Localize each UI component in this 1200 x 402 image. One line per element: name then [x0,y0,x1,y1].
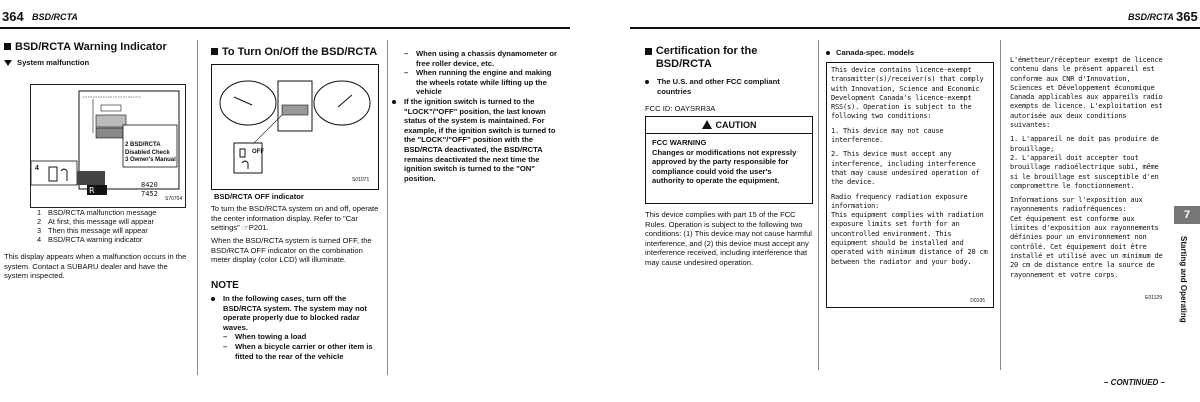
figure-legend [30,208,195,244]
fcc-compliance: This device complies with part 15 of the FCC Rules. Operation is subject to the following two conditions: (1) This device may not cause harmful interference, and (2) this device must accept any interference received, including interference that may cause undesired operation. [645,210,812,267]
continued-label: – CONTINUED – [1104,378,1165,387]
en-para: 2. This device must accept any interference, including interference that may cause undesired operation of the device. [831,150,980,187]
en-para: This equipment complies with radiation exposure limits set forth for an uncontrolled environment. This equipment should be installed and operated with minimum distance of 20 cm between the radiator and your body. [831,211,988,266]
off-indicator-figure [211,64,379,190]
column-divider [1000,40,1001,370]
square-bullet-icon [645,48,652,55]
fr-para: Informations sur l'exposition aux rayonnements radiofréquences: [1010,196,1143,214]
off-label: OFF [252,149,264,155]
fr-para: L'émetteur/récepteur exempt de licence contenu dans le présent appareil est conforme aux CNR d'Innovation, Sciences et Développement économique Canada applicables aux appareils radio exempts de licence. L'exploitation est autorisée aux deux conditions suivantes: [1010,56,1163,130]
turn-section [211,46,383,59]
legend-item: 4 BSD/RCTA warning indicator [36,235,143,244]
column3-list [392,49,558,183]
header-rule-left [0,27,570,29]
warning-body: This display appears when a malfunction occurs in the system. Contact a SUBARU dealer and have the system inspected. [4,252,187,281]
note-bullet: If the ignition switch is turned to the "LOCK"/"OFF" position, the last known status of the system is maintained. For example, if the ignition switch is turned to the "LOCK"/"OFF" position with the BSD/RCTA deactivated, the BSD/RCTA remains deactivated the next time the ignition switch is turned to the "ON" position. [392,97,558,183]
note-bullet: In the following cases, turn off the BSD/RCTA system. The system may not operate properly due to blocked radar waves. [211,294,381,332]
legend-item: 2 At first, this message will appear [36,217,154,226]
figure-caption: BSD/RCTA OFF indicator [214,192,304,201]
note-dash-item: – When using a chassis dynamometer or free roller device, etc. [404,49,557,68]
section-title: To Turn On/Off the BSD/RCTA [222,46,378,58]
caution-header: CAUTION [646,117,812,134]
note-list [211,294,381,361]
malfunction-figure [30,84,186,208]
section-title: Certification for the BSD/RCTA [655,45,758,70]
caution-box [645,116,813,204]
svg-text:R: R [89,186,95,195]
note-dash-item: – When a bicycle carrier or other item is fitted to the rear of the vehicle [223,341,373,361]
bullet-icon [645,80,649,84]
legend-item: 1 BSD/RCTA malfunction message [36,208,157,217]
figure-id: S01071 [352,177,370,183]
cluster-drawing [212,65,378,189]
callout-2: 2 BSD/RCTA Disabled Check [125,142,170,156]
square-bullet-icon [211,48,218,55]
turn-para-2: When the BSD/RCTA system is turned OFF, the BSD/RCTA OFF indicator on the combination meter display (color LCD) will illuminate. [211,236,372,265]
fr-para: 2. L'appareil doit accepter tout brouillage radioélectrique subi, même si le brouillage est susceptible d'en compromettre le fonctionnement. [1010,153,1159,190]
figure-id: S70704 [165,196,183,202]
canada-english-box [826,62,994,308]
fcc-warning-title: FCC WARNING [652,138,707,147]
callout-4: 4 [35,165,39,172]
column-divider [818,40,819,370]
canada-title-row: Canada-spec. models [826,48,914,58]
warning-triangle-icon [702,120,712,129]
cert-section [645,45,813,114]
header-rule-right [630,27,1200,29]
subsection-title: System malfunction [17,58,90,67]
turn-para-1: To turn the BSD/RCTA system on and off, operate the center information display. Refer to "Car settings" ☞P201. [211,204,379,233]
bullet-icon [826,51,830,55]
section-title: BSD/RCTA Warning Indicator [15,41,167,53]
page-number-left: 364 [2,9,24,24]
bullet-icon [392,100,396,104]
bullet-icon [211,297,215,301]
warning-section [4,41,192,68]
en-para: This device contains licence-exempt transmitter(s)/receiver(s) that comply with Innovation, Science and Economic Development Canada's licence-exempt RSS(s). Operation is subject to the following two conditions: [831,66,984,121]
callout-3: 3 Owner's Manual [125,157,176,163]
running-head-right: BSD/RCTA [1128,12,1174,22]
chapter-tab-label: Starting and Operating [1179,236,1188,323]
fcc-id: FCC ID: OAYSRR3A [645,104,716,114]
cert-bullet: The U.S. and other FCC compliant countries [645,77,813,96]
en-para: 1. This device may not cause interference. [831,126,944,145]
page-number-right: 365 [1176,9,1198,24]
fr-para: 1. L'appareil ne doit pas produire de brouillage; [1010,135,1159,153]
square-bullet-icon [4,43,11,50]
en-para: Radio frequency radiation exposure information: [831,192,968,210]
running-head-left: BSD/RCTA [32,12,78,22]
note-dash-item: – When running the engine and making the wheels rotate while lifting up the vehicle [404,68,552,97]
fcc-warning-body: Changes or modifications not expressly approved by the party responsible for compliance could void the user's authority to operate the equipment. [652,147,797,186]
column-divider [197,40,198,375]
note-title: NOTE [211,280,239,291]
figure-id: E01129 [1145,295,1162,301]
column-divider [387,40,388,375]
odo-reading: 8420 [141,181,158,189]
figure-id: D0105 [970,298,985,304]
note-dash-item: – When towing a load [223,332,307,342]
canada-french-box [1005,52,1171,300]
triangle-bullet-icon [4,60,12,66]
legend-item: 3 Then this message will appear [36,226,148,235]
chapter-tab: 7 [1174,206,1200,224]
fr-para: Cet équipement est conforme aux limites d'exposition aux rayonnements définies pour un environnement non contrôlé. Cet équipement doit être installé et utilisé avec un minimum de 20 cm de distance entre la source de rayonnement et votre corps. [1010,214,1163,279]
trip-reading: 7452 [141,190,158,198]
